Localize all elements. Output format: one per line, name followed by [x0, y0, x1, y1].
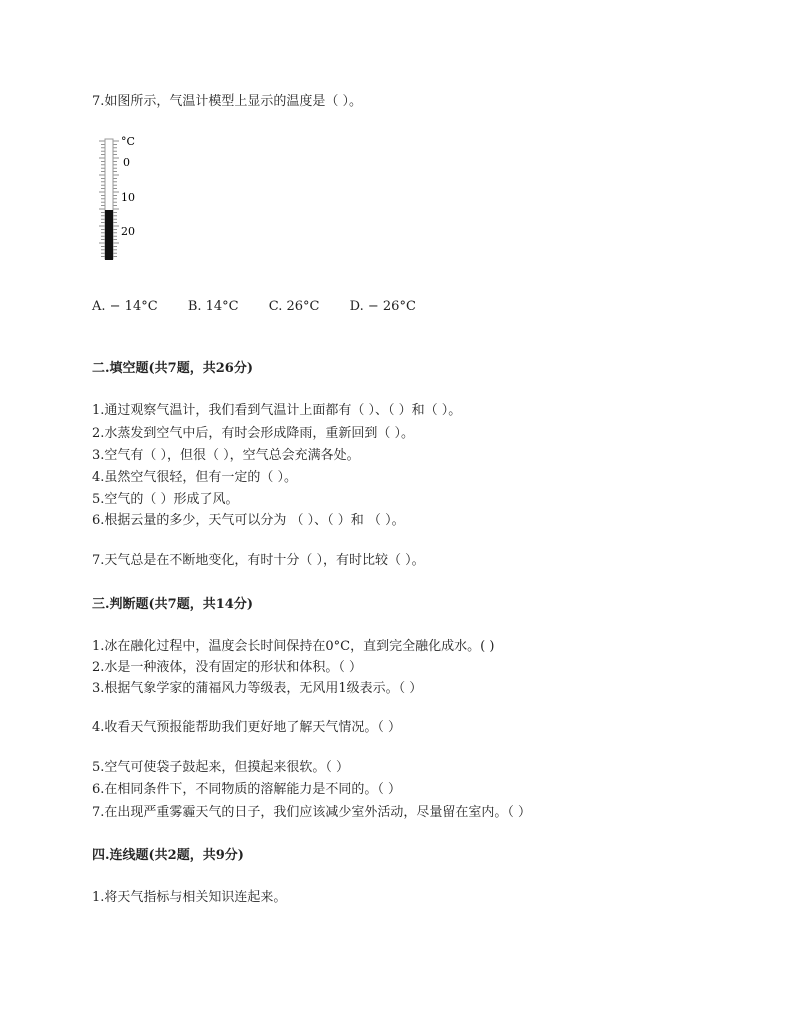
- judge-item-2: 2.水是一种液体，没有固定的形状和体积。（ ）: [92, 660, 363, 675]
- section-3-heading: 三.判断题(共7题，共14分): [92, 597, 253, 612]
- fill-item-1: 1.通过观察气温计，我们看到气温计上面都有（ ）、（ ）和（ ）。: [92, 403, 462, 418]
- thermometer-tick-label-20: 20: [121, 225, 135, 238]
- fill-item-7: 7.天气总是在不断地变化，有时十分（ ），有时比较（ ）。: [92, 553, 425, 568]
- judge-item-1: 1.冰在融化过程中，温度会长时间保持在0°C，直到完全融化成水。( ): [92, 639, 495, 654]
- option-a[interactable]: A. − 14°C: [92, 299, 158, 314]
- option-d[interactable]: D. − 26°C: [349, 299, 416, 314]
- judge-item-5: 5.空气可使袋子鼓起来，但摸起来很软。（ ）: [92, 760, 350, 775]
- section-2-heading: 二.填空题(共7题，共26分): [92, 361, 253, 376]
- judge-item-7: 7.在出现严重雾霾天气的日子，我们应该减少室外活动，尽量留在室内。（ ）: [92, 805, 532, 820]
- fill-item-2: 2.水蒸发到空气中后，有时会形成降雨，重新回到（ ）。: [92, 426, 415, 441]
- match-item-1: 1.将天气指标与相关知识连起来。: [92, 890, 287, 905]
- option-c[interactable]: C. 26°C: [268, 299, 320, 314]
- question-7-options: [92, 299, 442, 314]
- fill-item-5: 5.空气的（ ）形成了风。: [92, 492, 239, 507]
- fill-item-4: 4.虽然空气很轻，但有一定的（ ）。: [92, 470, 298, 485]
- thermometer-figure: [96, 133, 146, 263]
- fill-item-6: 6.根据云量的多少，天气可以分为 （ ）、（ ）和 （ ）。: [92, 513, 405, 528]
- thermometer-tick-label-0: 0: [123, 156, 130, 169]
- judge-item-3: 3.根据气象学家的蒲福风力等级表，无风用1级表示。（ ）: [92, 681, 423, 696]
- section-4-heading: 四.连线题(共2题，共9分): [92, 848, 244, 863]
- option-b[interactable]: B. 14°C: [187, 299, 239, 314]
- thermometer-unit-label: °C: [121, 135, 135, 148]
- fill-item-3: 3.空气有（ ），但很（ ），空气总会充满各处。: [92, 448, 360, 463]
- judge-item-4: 4.收看天气预报能帮助我们更好地了解天气情况。（ ）: [92, 720, 402, 735]
- judge-item-6: 6.在相同条件下，不同物质的溶解能力是不同的。（ ）: [92, 782, 402, 797]
- thermometer-liquid: [105, 210, 113, 260]
- question-7-stem: 7.如图所示，气温计模型上显示的温度是（ ）。: [92, 94, 363, 109]
- thermometer-tick-label-10: 10: [121, 191, 135, 204]
